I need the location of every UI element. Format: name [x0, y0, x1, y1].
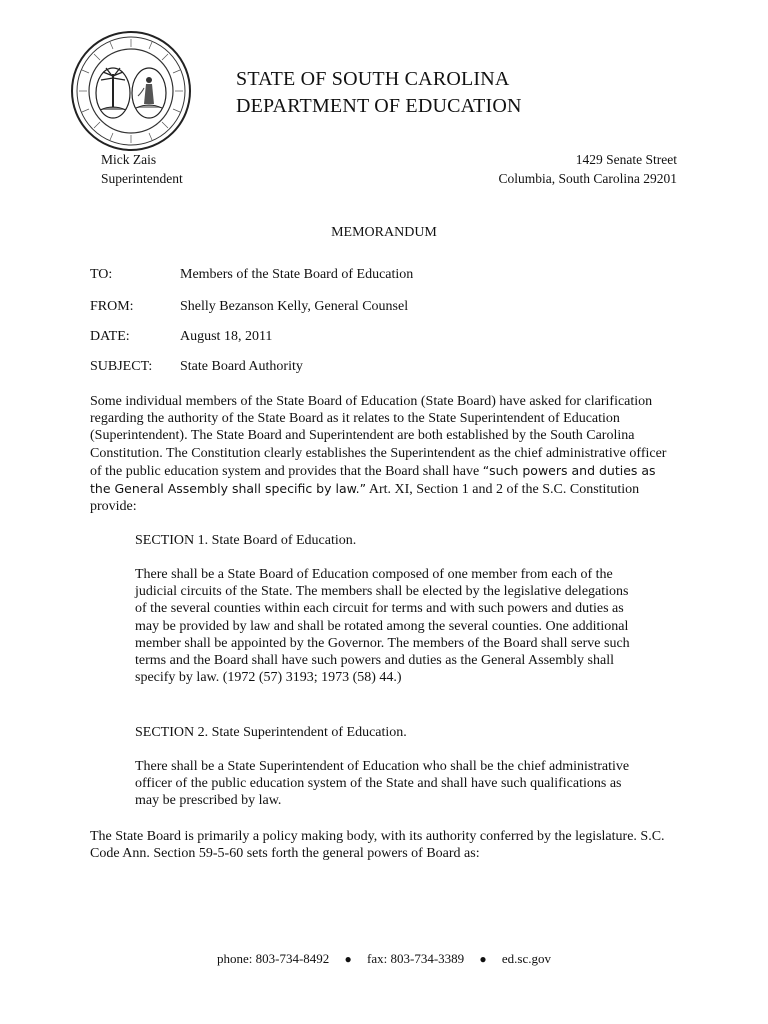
letterhead-department: DEPARTMENT OF EDUCATION	[236, 95, 522, 117]
footer-fax: fax: 803-734-3389	[367, 951, 465, 966]
intro-quote: “such powers and duties as the General Assembly shall specific by law.”	[90, 462, 656, 497]
intro-paragraph	[90, 393, 680, 515]
section1-heading: SECTION 1. State Board of Education.	[135, 533, 357, 548]
state-seal-logo	[70, 30, 192, 152]
intro-citation: Art. XI, Section 1 and 2 of the S.C. Constitution provide:	[90, 482, 640, 515]
footer-website-link[interactable]: ed.sc.gov	[501, 951, 552, 966]
address-block	[499, 150, 678, 188]
letterhead	[236, 66, 522, 120]
address-city: Columbia, South Carolina 29201	[498, 171, 677, 186]
subject-label: SUBJECT:	[90, 359, 153, 374]
subject-value: State Board Authority	[180, 359, 303, 374]
intro-text: Some individual members of the State Board of Education (State Board) have asked for clarification regarding the authority of the State Board as it relates to the State Superintendent of Education (Superintendent). The State Board and Superintendent are both established by the South Carolina Constitution. The Constitution clearly establishes the Superintendent as the chief administrative officer of the public education system and provides that the Board shall have	[90, 394, 667, 479]
sender-title: Superintendent	[101, 171, 183, 186]
address-street: 1429 Senate Street	[575, 152, 677, 167]
footer-phone: phone: 803-734-8492	[216, 951, 330, 966]
from-value: Shelly Bezanson Kelly, General Counsel	[180, 299, 409, 314]
from-label: FROM:	[90, 299, 134, 314]
date-value: August 18, 2011	[180, 329, 273, 344]
sender-name: Mick Zais	[101, 152, 157, 167]
footer-contact	[0, 951, 768, 967]
footer-separator-1: ●	[344, 952, 352, 966]
letterhead-state: STATE OF SOUTH CAROLINA	[236, 68, 510, 90]
section2-heading: SECTION 2. State Superintendent of Education.	[135, 725, 407, 740]
closing-paragraph: The State Board is primarily a policy making body, with its authority conferred by the legislature. S.C. Code Ann. Section 59-5-60 sets forth the general powers of Board as:	[90, 829, 665, 862]
section1-text: There shall be a State Board of Education composed of one member from each of the judicial circuits of the State. The members shall be elected by the legislative delegations of the several counties within each circuit for terms and with such powers and duties as may be provided by law and shall be rotated among the several counties. One additional member shall be appointed by the Governor. The members of the Board shall serve such terms and the Board shall have such powers and duties as the General Assembly shall specify by law. (1972 (57) 3193; 1973 (58) 44.)	[135, 567, 630, 686]
date-label: DATE:	[90, 329, 130, 344]
memo-title: MEMORANDUM	[331, 225, 437, 240]
to-value: Members of the State Board of Education	[180, 267, 414, 282]
sender-block	[101, 150, 183, 188]
section2-text: There shall be a State Superintendent of Education who shall be the chief administrative officer of the public education system of the State and shall have such qualifications as may be prescribed by law.	[135, 759, 630, 809]
to-label: TO:	[90, 267, 113, 282]
footer-separator-2: ●	[479, 952, 487, 966]
